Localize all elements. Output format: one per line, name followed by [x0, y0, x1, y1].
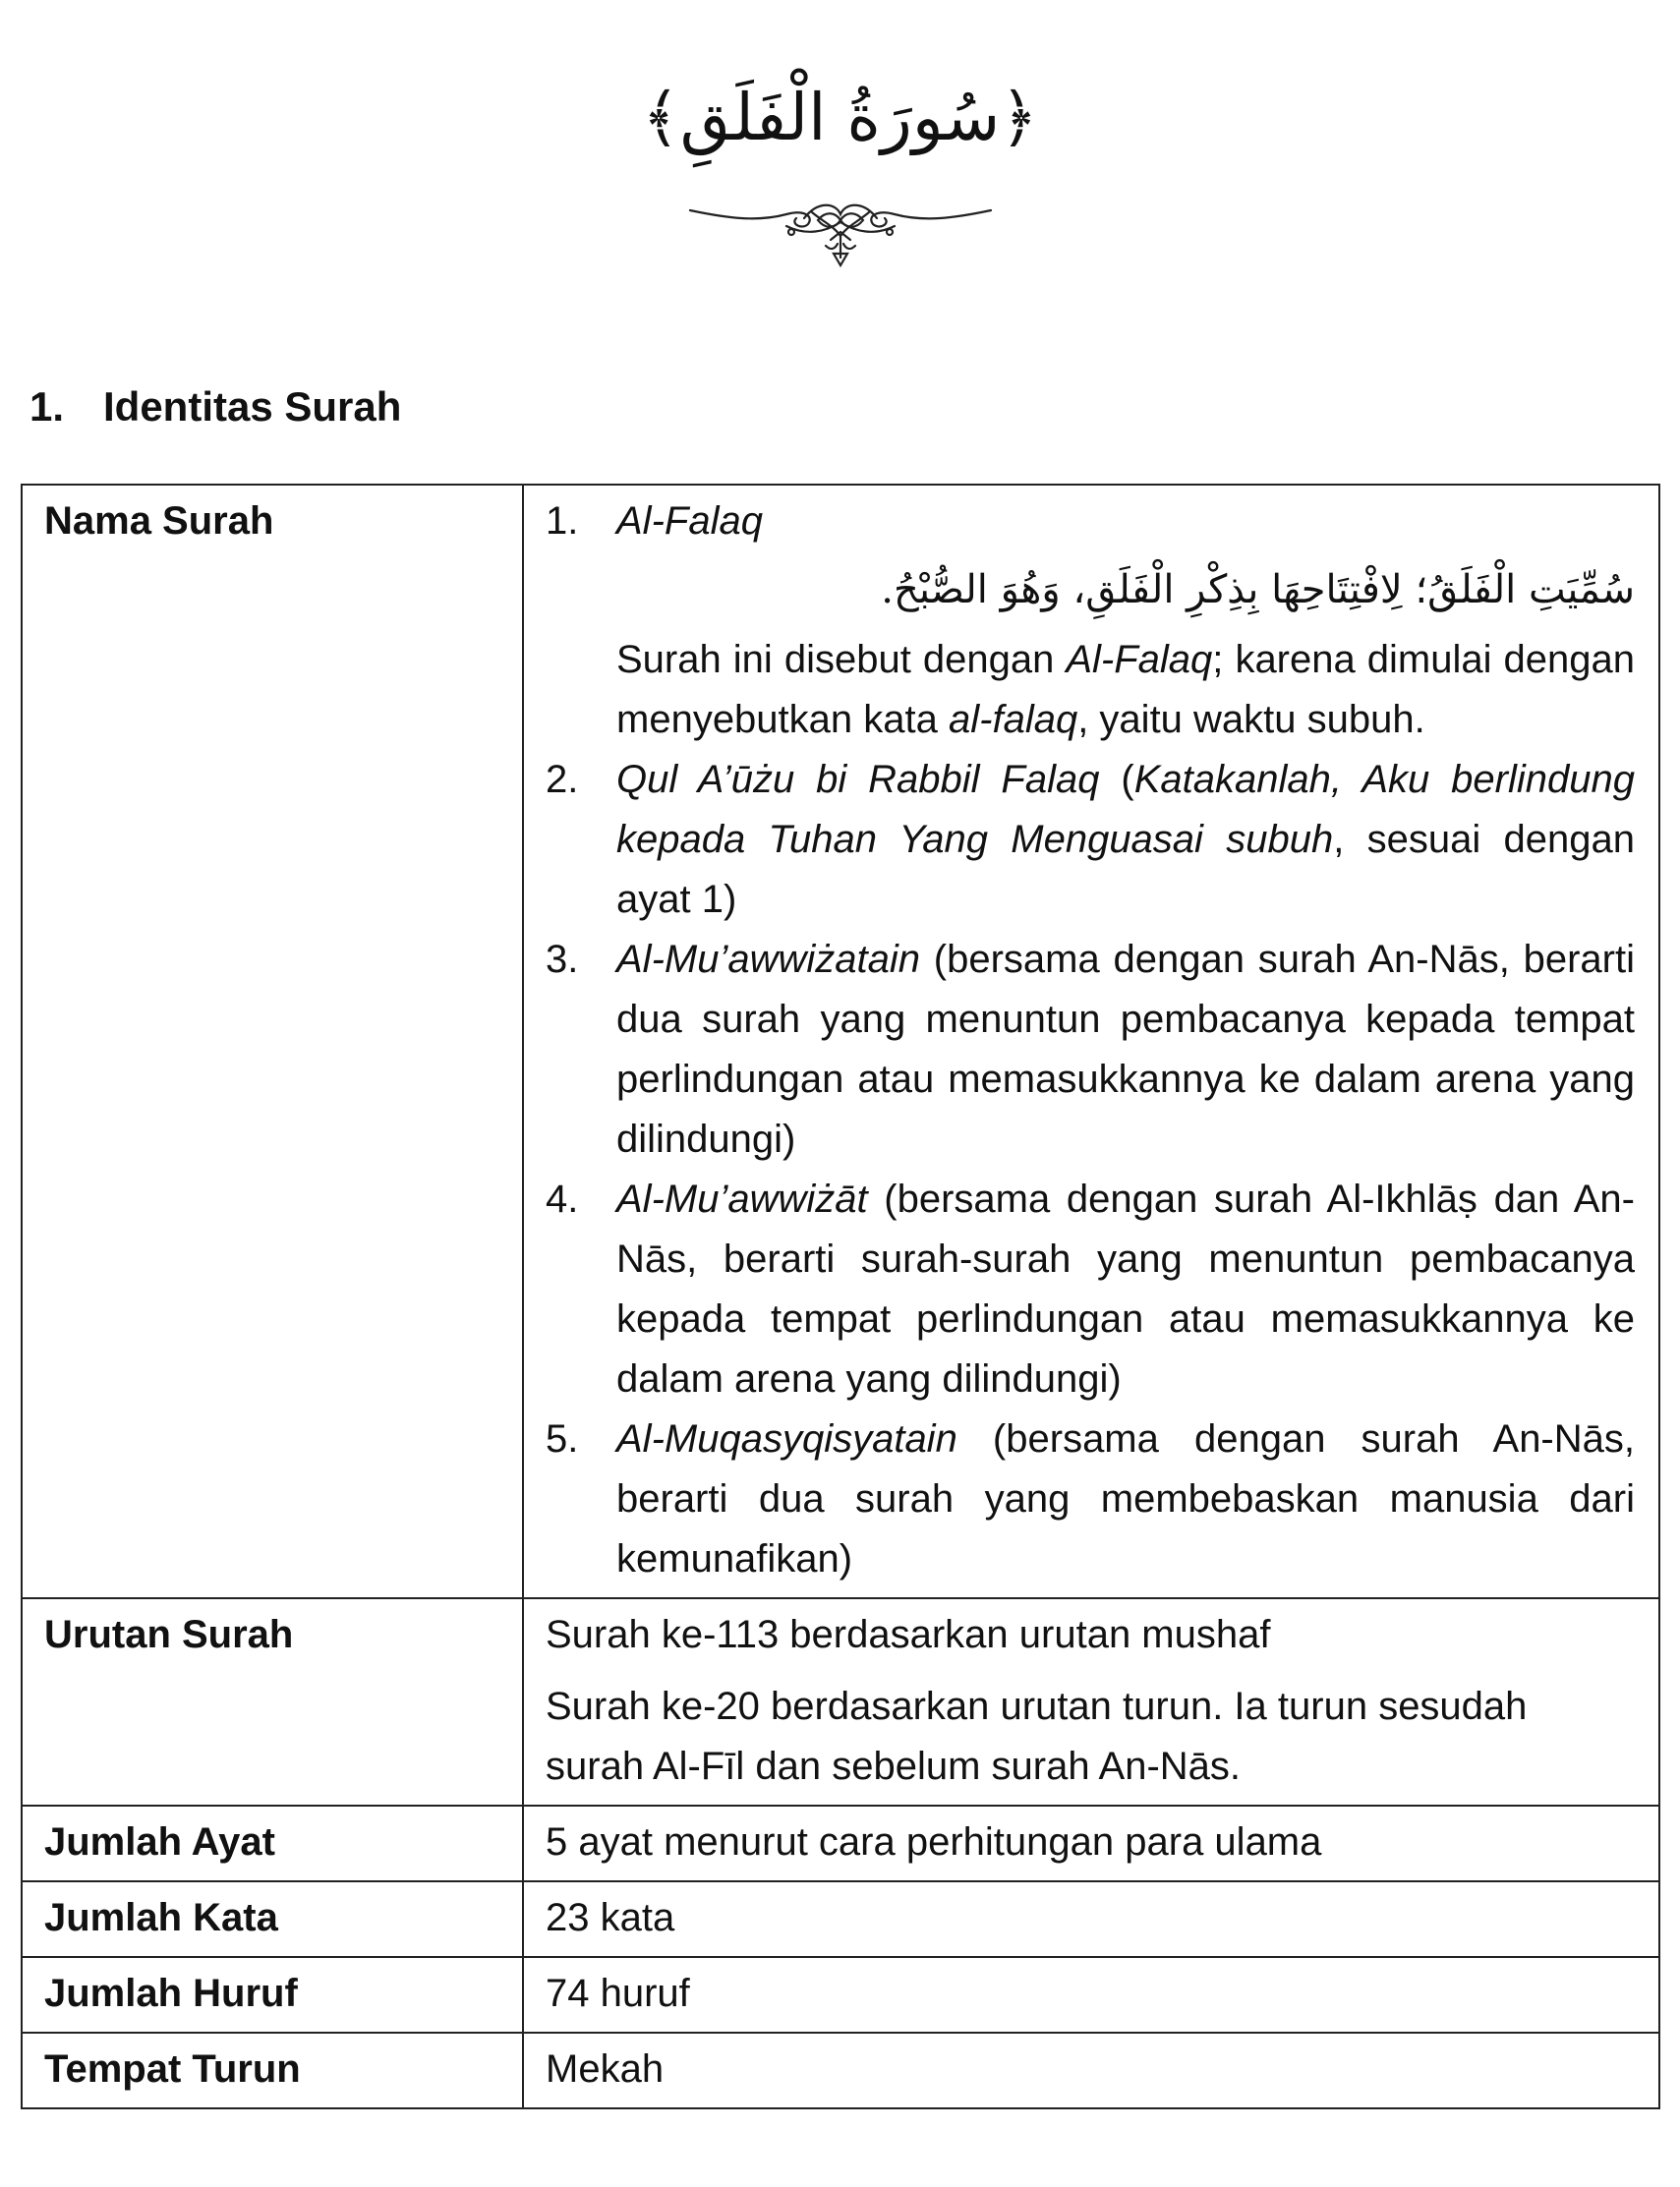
italic-term: Al-Falaq — [1066, 638, 1213, 681]
order-revelation: Surah ke-20 berdasarkan urutan turun. Ia turun sesudah surah Al-Fīl dan sebelum surah An-Nās. — [546, 1685, 1528, 1788]
table-row-huruf — [22, 1957, 1659, 2033]
section-heading — [29, 379, 401, 434]
item-number: 3. — [546, 938, 579, 981]
list-item — [546, 930, 1635, 1170]
row-value-nama — [523, 485, 1659, 1598]
list-item — [546, 1410, 1635, 1589]
item-body — [616, 1170, 1635, 1410]
section-number: 1. — [29, 383, 65, 430]
item-number: 4. — [546, 1178, 579, 1221]
surah-name: Al-Falaq — [616, 499, 763, 543]
item-number: 2. — [546, 758, 579, 801]
row-value-huruf: 74 huruf — [523, 1957, 1659, 2033]
surah-name: Al-Mu’awwiżāt — [616, 1178, 868, 1221]
item-number: 1. — [546, 499, 579, 543]
text-run: , sesuai dengan ayat 1) — [616, 818, 1635, 921]
surah-names-list — [546, 491, 1635, 1589]
identity-table — [21, 484, 1660, 2109]
floral-divider-icon — [688, 197, 993, 271]
text-run: (bersama dengan surah An-Nās, berarti dua surah yang membebaskan manusia dari kemunafikan) — [616, 1417, 1635, 1581]
text-run: , yaitu waktu subuh. — [1077, 698, 1425, 741]
row-label: Nama Surah — [22, 485, 523, 1598]
surah-name: Al-Mu’awwiżatain — [616, 938, 920, 981]
text-run: (bersama dengan surah An-Nās, berarti dua surah yang menuntun pembacanya kepada tempat perlindungan atau memasukkannya ke dalam arena yang dilindungi) — [616, 938, 1635, 1161]
text-run: ; karena dimulai dengan menyebutkan kata — [616, 638, 1636, 741]
item-body — [616, 1410, 1635, 1589]
row-value-tempat: Mekah — [523, 2033, 1659, 2108]
list-item — [546, 491, 1635, 750]
table-row-urutan — [22, 1598, 1659, 1806]
text-run: Surah ini disebut dengan — [616, 638, 1067, 681]
list-item — [546, 1170, 1635, 1410]
surah-header — [0, 69, 1680, 167]
item-body — [616, 930, 1635, 1170]
table-row-nama — [22, 485, 1659, 1598]
item-body — [616, 491, 1635, 750]
row-value-kata: 23 kata — [523, 1881, 1659, 1957]
italic-term: al-falaq — [949, 698, 1078, 741]
text-run: (bersama dengan surah Al-Ikhlāṣ dan An-Nās, berarti surah-surah yang menuntun pembacanya kepada tempat perlindungan atau memasukkannya ke dalam arena yang dilindungi) — [616, 1178, 1635, 1401]
list-item — [546, 750, 1635, 930]
table-row-tempat — [22, 2033, 1659, 2108]
italic-translation: Katakanlah, Aku berlindung kepada Tuhan Yang Menguasai subuh — [616, 758, 1635, 861]
item-number: 5. — [546, 1417, 579, 1461]
row-label: Jumlah Huruf — [22, 1957, 523, 2033]
explanation — [616, 630, 1635, 750]
table-row-ayat — [22, 1806, 1659, 1881]
surah-name: Al-Muqasyqisyatain — [616, 1417, 957, 1461]
arabic-text: سُمِّيَتِ الْفَلَقُ؛ لِافْتِتَاحِهَا بِذِكْرِ الْفَلَقِ، وَهُوَ الصُّبْحُ. — [881, 567, 1635, 612]
surah-name: Qul A’ūżu bi Rabbil Falaq — [616, 758, 1100, 801]
row-label: Tempat Turun — [22, 2033, 523, 2108]
section-title: Identitas Surah — [103, 383, 402, 430]
surah-title: ﴿سُورَةُ الْفَلَقِ﴾ — [642, 80, 1038, 155]
text-run: ( — [1099, 758, 1134, 801]
row-label: Jumlah Kata — [22, 1881, 523, 1957]
order-mushaf: Surah ke-113 berdasarkan urutan mushaf — [546, 1613, 1271, 1656]
row-value-ayat: 5 ayat menurut cara perhitungan para ulama — [523, 1806, 1659, 1881]
table-row-kata — [22, 1881, 1659, 1957]
item-body — [616, 750, 1635, 930]
row-value-urutan — [523, 1598, 1659, 1806]
row-label: Jumlah Ayat — [22, 1806, 523, 1881]
row-label: Urutan Surah — [22, 1598, 523, 1806]
